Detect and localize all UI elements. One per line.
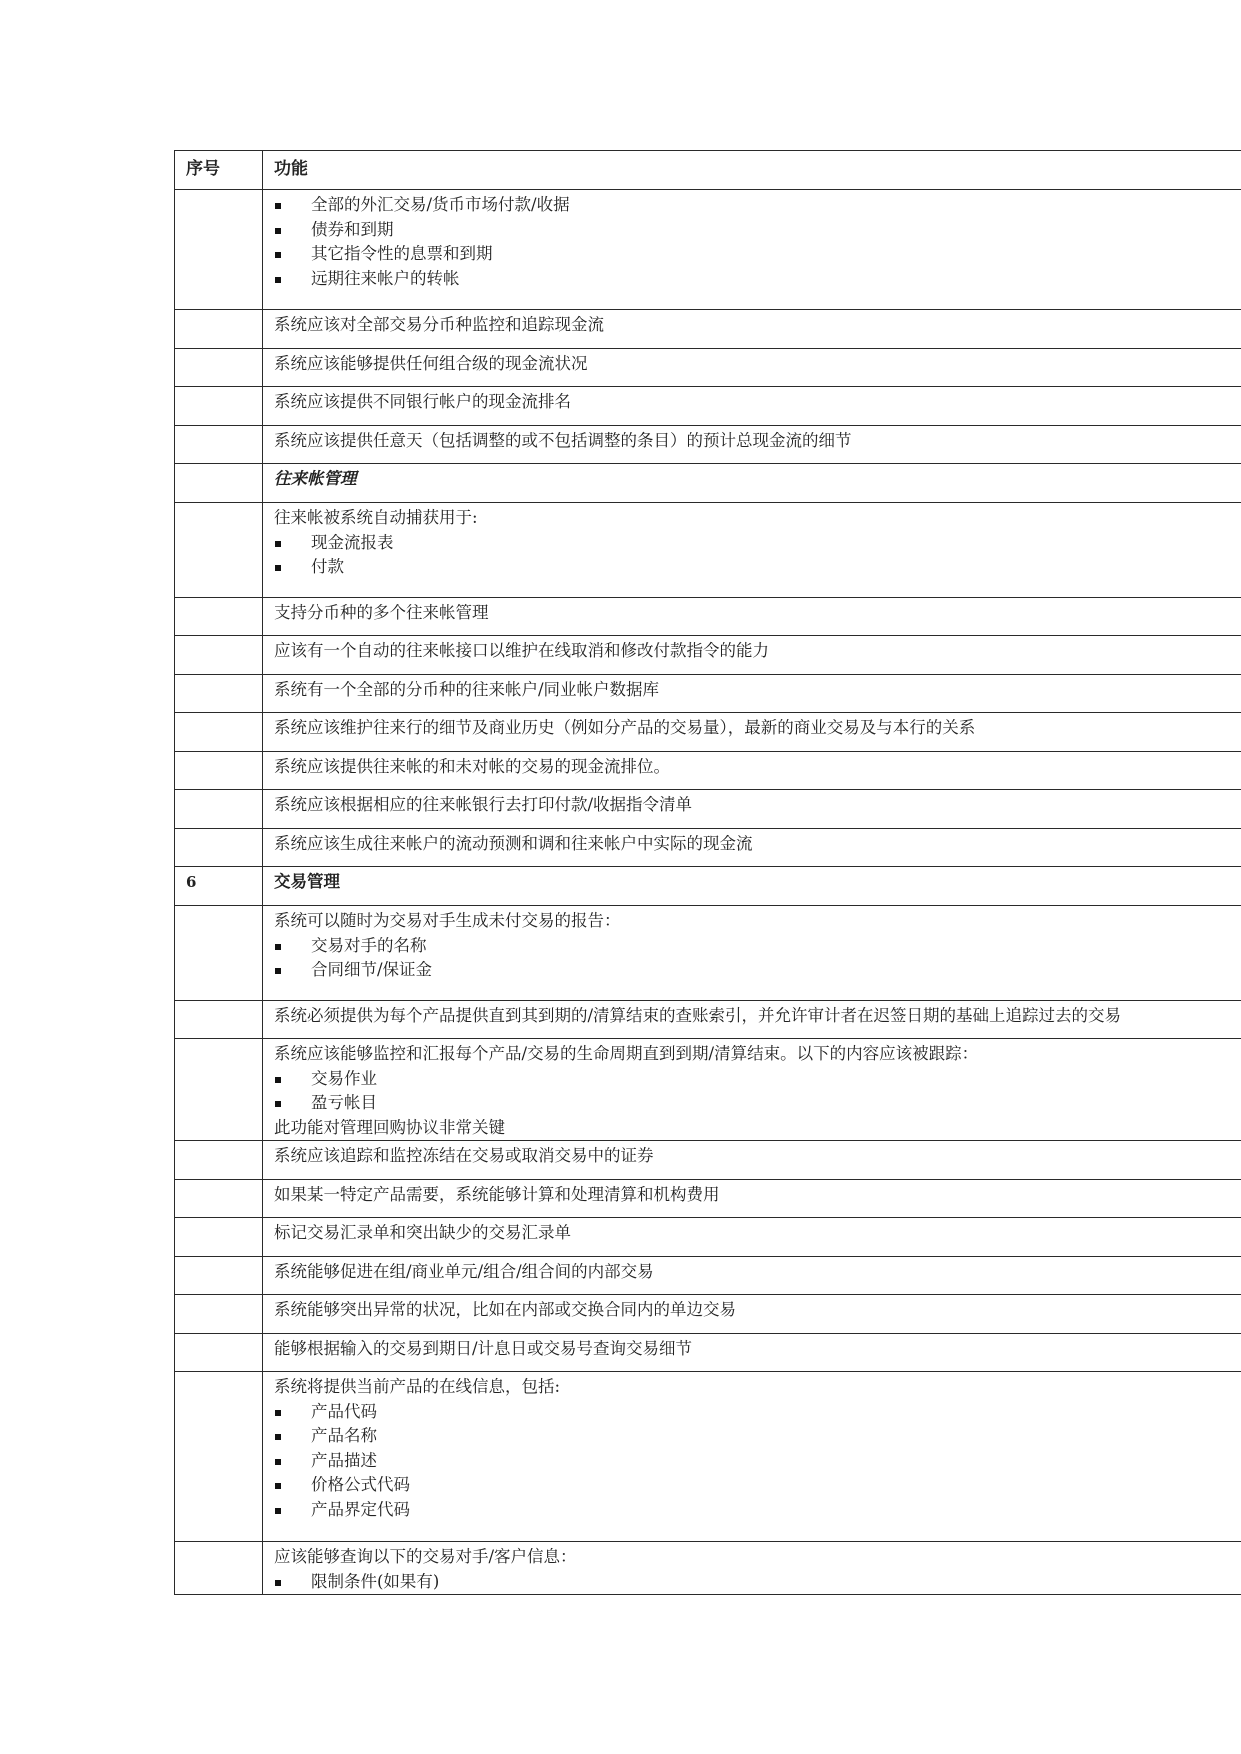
row-number-cell [175, 349, 263, 387]
content-line: 此功能对管理回购协议非常关键 [274, 1117, 505, 1137]
row-content-cell [263, 1295, 1241, 1334]
row-number-cell [175, 1039, 263, 1141]
row-number-cell [175, 387, 263, 426]
table-row [175, 1334, 1241, 1372]
content-line: 系统应该维护往来行的细节及商业历史（例如分产品的交易量），最新的商业交易及与本行的关系 [274, 718, 976, 737]
row-number-cell [175, 829, 263, 867]
content-line: 系统能够促进在组/商业单元/组合/组合间的内部交易 [274, 1262, 654, 1281]
row-number-cell [175, 636, 263, 675]
row-content-cell [263, 503, 1241, 598]
table-row [175, 598, 1241, 636]
row-number-cell [175, 1218, 263, 1257]
content-line: 系统应该提供往来帐的和未对帐的交易的现金流排位。 [274, 757, 670, 776]
row-content-cell [263, 675, 1241, 713]
table-row [175, 464, 1241, 503]
row-number-cell [175, 503, 263, 598]
row-content-cell [263, 867, 1241, 906]
header-number-cell: 序号 [175, 151, 263, 190]
row-number-cell [175, 598, 263, 636]
table-row [175, 713, 1241, 752]
row-number-cell [175, 906, 263, 1001]
row-content-cell [263, 598, 1241, 636]
content-line: 往来帐被系统自动捕获用于: [274, 508, 478, 527]
content-line: 系统应该追踪和监控冻结在交易或取消交易中的证券 [274, 1146, 654, 1165]
table-row [175, 906, 1241, 1001]
table-row [175, 1039, 1241, 1141]
row-number-cell [175, 752, 263, 790]
bullet-item: 限制条件(如果有) [274, 1570, 1241, 1595]
row-content-cell [263, 906, 1241, 1001]
content-line: 支持分币种的多个往来帐管理 [274, 603, 489, 622]
content-line: 系统必须提供为每个产品提供直到其到期的/清算结束的查账索引，并允许审计者在迟签日期的基础上追踪过去的交易 [274, 1006, 1122, 1025]
row-content-cell [263, 1001, 1241, 1039]
table-row [175, 752, 1241, 790]
bullet-item: 其它指令性的息票和到期 [274, 242, 1241, 267]
row-number-cell [175, 675, 263, 713]
row-number-cell [175, 190, 263, 310]
row-content-cell [263, 464, 1241, 503]
row-content-cell [263, 636, 1241, 675]
table-row [175, 829, 1241, 867]
row-number-cell [175, 790, 263, 829]
bullet-item: 价格公式代码 [274, 1473, 1241, 1498]
table-row [175, 349, 1241, 387]
content-line: 系统应该生成往来帐户的流动预测和调和往来帐户中实际的现金流 [274, 834, 753, 853]
row-content-cell [263, 1218, 1241, 1257]
section-heading: 往来帐管理 [274, 469, 357, 488]
table-row [175, 1542, 1241, 1595]
row-content-cell [263, 1039, 1241, 1141]
table-row [175, 387, 1241, 426]
content-line: 如果某一特定产品需要，系统能够计算和处理清算和机构费用 [274, 1185, 720, 1204]
bullet-item: 盈亏帐目 [274, 1091, 1241, 1116]
table-row [175, 190, 1241, 310]
content-line: 系统能够突出异常的状况，比如在内部或交换合同内的单边交易 [274, 1300, 736, 1319]
row-content-cell [263, 1141, 1241, 1180]
table-row [175, 1372, 1241, 1542]
row-content-cell [263, 829, 1241, 867]
bullet-item: 付款 [274, 555, 1241, 580]
table-row [175, 867, 1241, 906]
row-content-cell [263, 790, 1241, 829]
table-row [175, 426, 1241, 464]
bullet-item: 远期往来帐户的转帐 [274, 267, 1241, 292]
content-line: 系统应该根据相应的往来帐银行去打印付款/收据指令清单 [274, 795, 693, 814]
table-row [175, 1180, 1241, 1218]
content-line: 系统可以随时为交易对手生成未付交易的报告： [274, 911, 621, 930]
content-line: 应该能够查询以下的交易对手/客户信息： [274, 1547, 577, 1566]
content-line: 应该有一个自动的往来帐接口以维护在线取消和修改付款指令的能力 [274, 641, 769, 660]
table-row [175, 1001, 1241, 1039]
header-function-cell: 功能 [263, 151, 1241, 190]
table-row [175, 636, 1241, 675]
row-content-cell [263, 752, 1241, 790]
table-row [175, 1295, 1241, 1334]
table-row [175, 1218, 1241, 1257]
content-line: 标记交易汇录单和突出缺少的交易汇录单 [274, 1223, 571, 1242]
row-number-cell [175, 1542, 263, 1595]
row-number-cell: 6 [175, 867, 263, 906]
row-content-cell [263, 1542, 1241, 1595]
requirements-table [174, 150, 1241, 1595]
row-content-cell [263, 190, 1241, 310]
bullet-item: 交易作业 [274, 1067, 1241, 1092]
row-number-cell [175, 1334, 263, 1372]
row-content-cell [263, 426, 1241, 464]
row-number-cell [175, 1001, 263, 1039]
content-line: 系统应该提供任意天（包括调整的或不包括调整的条目）的预计总现金流的细节 [274, 431, 852, 450]
row-number-cell [175, 1141, 263, 1180]
content-line: 系统应该提供不同银行帐户的现金流排名 [274, 392, 571, 411]
table-row [175, 310, 1241, 349]
row-content-cell [263, 1334, 1241, 1372]
row-number-cell [175, 426, 263, 464]
content-line: 系统将提供当前产品的在线信息，包括: [274, 1377, 561, 1396]
row-content-cell [263, 1372, 1241, 1542]
row-number-cell [175, 1372, 263, 1542]
table-row [175, 1141, 1241, 1180]
bullet-item: 合同细节/保证金 [274, 958, 1241, 983]
bullet-item: 产品名称 [274, 1424, 1241, 1449]
content-line: 系统有一个全部的分币种的往来帐户/同业帐户数据库 [274, 680, 660, 699]
table-row [175, 503, 1241, 598]
table-header-row [175, 151, 1241, 190]
row-content-cell [263, 310, 1241, 349]
row-content-cell [263, 1257, 1241, 1295]
content-line: 能够根据输入的交易到期日/计息日或交易号查询交易细节 [274, 1339, 693, 1358]
table-row [175, 790, 1241, 829]
table-row [175, 675, 1241, 713]
row-content-cell [263, 349, 1241, 387]
section-heading: 交易管理 [274, 872, 340, 891]
bullet-item: 交易对手的名称 [274, 934, 1241, 959]
row-number-cell [175, 713, 263, 752]
bullet-item: 现金流报表 [274, 531, 1241, 556]
row-number-cell [175, 1295, 263, 1334]
bullet-item: 产品代码 [274, 1400, 1241, 1425]
row-number-cell [175, 1257, 263, 1295]
row-content-cell [263, 387, 1241, 426]
table-row [175, 1257, 1241, 1295]
row-number-cell [175, 310, 263, 349]
content-line: 系统应该对全部交易分币种监控和追踪现金流 [274, 315, 604, 334]
row-content-cell [263, 713, 1241, 752]
bullet-item: 债券和到期 [274, 218, 1241, 243]
row-number-cell [175, 464, 263, 503]
bullet-item: 产品描述 [274, 1449, 1241, 1474]
content-line: 系统应该能够提供任何组合级的现金流状况 [274, 354, 588, 373]
bullet-item: 产品界定代码 [274, 1498, 1241, 1523]
row-content-cell [263, 1180, 1241, 1218]
bullet-item: 全部的外汇交易/货币市场付款/收据 [274, 193, 1241, 218]
row-number-cell [175, 1180, 263, 1218]
content-line: 系统应该能够监控和汇报每个产品/交易的生命周期直到到期/清算结束。以下的内容应该被跟踪： [274, 1044, 979, 1063]
